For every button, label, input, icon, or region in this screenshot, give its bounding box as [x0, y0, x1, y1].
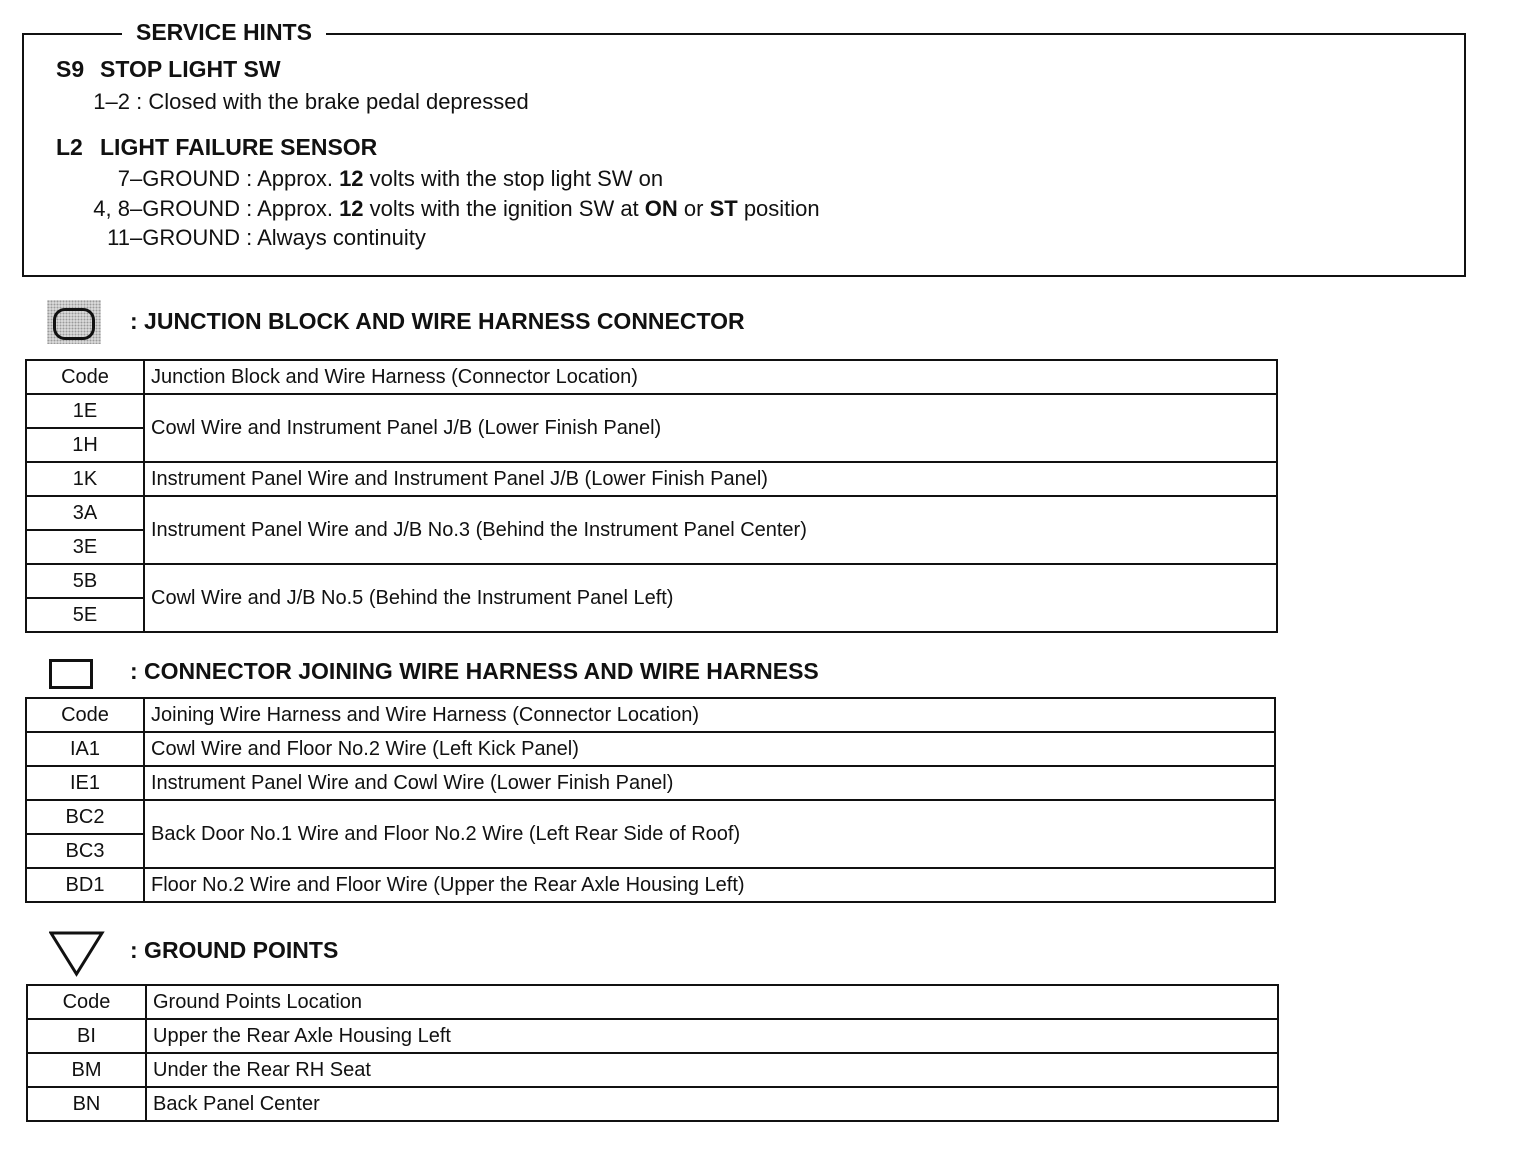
code-cell: BN	[27, 1087, 146, 1121]
table-row	[26, 766, 1275, 800]
hint-separator: :	[240, 196, 258, 221]
hint-separator: :	[240, 225, 258, 250]
hint-pins: 7–GROUND	[117, 166, 240, 191]
code-cell: IE1	[26, 766, 144, 800]
code-cell: BI	[27, 1019, 146, 1053]
hint-pins: 11–GROUND	[107, 225, 240, 250]
column-header-code: Code	[27, 985, 146, 1019]
table-row	[26, 462, 1277, 496]
column-header-location: Ground Points Location	[146, 985, 1278, 1019]
hint-pins: 1–2	[93, 89, 130, 114]
connector-icon	[49, 659, 93, 689]
table-header-row	[26, 360, 1277, 394]
code-cell: 1K	[26, 462, 144, 496]
hint-line	[70, 89, 529, 115]
hint-item-l2-heading	[56, 134, 377, 161]
service-hints-title: SERVICE HINTS	[122, 19, 326, 46]
location-cell: Back Door No.1 Wire and Floor No.2 Wire (Left Rear Side of Roof)	[144, 800, 1275, 868]
table-row	[27, 1087, 1278, 1121]
connector-table	[25, 697, 1276, 903]
hint-pins: 4, 8–GROUND	[93, 196, 240, 221]
hint-text: position	[737, 196, 820, 221]
hint-item-name: LIGHT FAILURE SENSOR	[100, 134, 378, 160]
hint-separator: :	[240, 166, 258, 191]
table-row	[26, 732, 1275, 766]
table-row	[26, 496, 1277, 530]
ground-table	[26, 984, 1279, 1122]
column-header-code: Code	[26, 698, 144, 732]
hint-text: ON	[644, 196, 678, 221]
code-cell: BC2	[26, 800, 144, 834]
code-cell: 1E	[26, 394, 144, 428]
code-cell: BM	[27, 1053, 146, 1087]
location-cell: Cowl Wire and Floor No.2 Wire (Left Kick Panel)	[144, 732, 1275, 766]
hint-text: Always continuity	[257, 225, 426, 250]
location-cell: Instrument Panel Wire and J/B No.3 (Behind the Instrument Panel Center)	[144, 496, 1277, 564]
table-row	[26, 868, 1275, 902]
junction-table	[25, 359, 1278, 633]
hint-text: volts with the stop light SW on	[363, 166, 664, 191]
code-cell: BD1	[26, 868, 144, 902]
hint-text: volts with the ignition SW at	[363, 196, 645, 221]
column-header-location: Junction Block and Wire Harness (Connector Location)	[144, 360, 1277, 394]
location-cell: Upper the Rear Axle Housing Left	[146, 1019, 1278, 1053]
code-cell: 1H	[26, 428, 144, 462]
hint-item-s9-heading	[56, 56, 281, 83]
code-cell: 3A	[26, 496, 144, 530]
junction-block-icon	[47, 300, 101, 344]
table-header-row	[26, 698, 1275, 732]
hint-text: or	[677, 196, 710, 221]
hint-text: Approx.	[257, 166, 340, 191]
hint-separator: :	[130, 89, 149, 114]
hint-text: Approx.	[257, 196, 340, 221]
hint-item-code: L2	[56, 134, 83, 160]
location-cell: Cowl Wire and J/B No.5 (Behind the Instrument Panel Left)	[144, 564, 1277, 632]
hint-item-name: STOP LIGHT SW	[100, 56, 281, 82]
hint-line	[60, 225, 426, 251]
location-cell: Under the Rear RH Seat	[146, 1053, 1278, 1087]
code-cell: 5B	[26, 564, 144, 598]
hint-text: 12	[339, 196, 364, 221]
hint-text: Closed with the brake pedal depressed	[148, 89, 529, 114]
column-header-location: Joining Wire Harness and Wire Harness (Connector Location)	[144, 698, 1275, 732]
table-header-row	[27, 985, 1278, 1019]
hint-text: ST	[709, 196, 738, 221]
code-cell: IA1	[26, 732, 144, 766]
location-cell: Instrument Panel Wire and Cowl Wire (Lower Finish Panel)	[144, 766, 1275, 800]
location-cell: Instrument Panel Wire and Instrument Panel J/B (Lower Finish Panel)	[144, 462, 1277, 496]
ground-triangle-icon	[49, 930, 105, 978]
code-cell: BC3	[26, 834, 144, 868]
connector-heading: : CONNECTOR JOINING WIRE HARNESS AND WIRE HARNESS	[130, 658, 819, 684]
table-row	[27, 1019, 1278, 1053]
code-cell: 3E	[26, 530, 144, 564]
code-cell: 5E	[26, 598, 144, 632]
hint-text: 12	[339, 166, 364, 191]
hint-line	[60, 196, 820, 222]
ground-heading: : GROUND POINTS	[130, 937, 339, 963]
junction-heading: : JUNCTION BLOCK AND WIRE HARNESS CONNECTOR	[130, 308, 745, 334]
table-row	[26, 394, 1277, 428]
location-cell: Cowl Wire and Instrument Panel J/B (Lower Finish Panel)	[144, 394, 1277, 462]
location-cell: Floor No.2 Wire and Floor Wire (Upper the Rear Axle Housing Left)	[144, 868, 1275, 902]
table-row	[27, 1053, 1278, 1087]
location-cell: Back Panel Center	[146, 1087, 1278, 1121]
column-header-code: Code	[26, 360, 144, 394]
hint-line	[60, 166, 663, 192]
table-row	[26, 800, 1275, 834]
table-row	[26, 564, 1277, 598]
hint-item-code: S9	[56, 56, 85, 82]
